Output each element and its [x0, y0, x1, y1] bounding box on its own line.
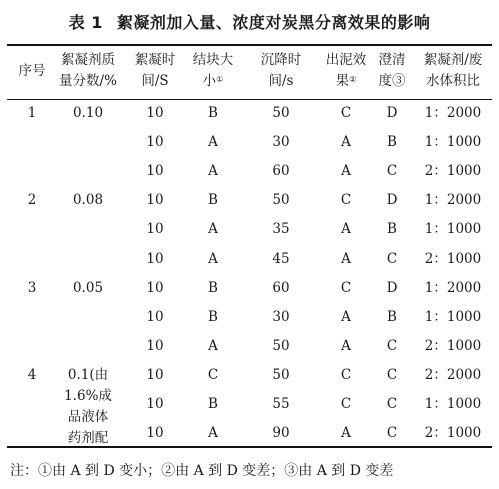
concentration-cell: 0.1(由 [67, 366, 109, 383]
table-cell: D [386, 279, 398, 296]
table-cell: C [340, 279, 352, 296]
table-cell: 1：2000 [424, 279, 482, 296]
group-index: 3 [27, 279, 37, 296]
table-cell: 2：2000 [424, 366, 482, 383]
table-cell: 1：2000 [424, 105, 482, 121]
table-cell: A [341, 425, 351, 442]
table-cell: C [386, 163, 398, 180]
table-cell: 1：1000 [424, 134, 482, 151]
table-cell: 50 [272, 192, 290, 209]
table-cell: A [341, 308, 351, 325]
table-cell: 10 [146, 337, 164, 354]
table-cell: B [208, 105, 218, 121]
table-cell: 10 [146, 308, 164, 325]
table-cell: 1：1000 [424, 221, 482, 238]
table-cell: C [386, 337, 398, 354]
column-header-line: 间/S [141, 73, 169, 89]
table-cell: C [386, 250, 398, 267]
column-header-line: 小① [202, 73, 224, 89]
column-header [372, 50, 412, 92]
column-header-line: 絮凝剂/废 [423, 52, 483, 68]
table-cell: 2：1000 [424, 163, 482, 180]
column-header [50, 50, 126, 92]
table-cell: 1：2000 [424, 192, 482, 209]
table-cell: 10 [146, 250, 164, 267]
column-header [316, 50, 376, 92]
table-cell: A [208, 425, 218, 442]
concentration-cell: 0.10 [72, 105, 104, 121]
table-caption: 絮凝剂加入量、浓度对炭黑分离效果的影响 [116, 13, 431, 32]
table-cell: 10 [146, 366, 164, 383]
group-index: 4 [27, 366, 37, 383]
header-rule [7, 99, 492, 100]
table-cell: C [340, 192, 352, 209]
table-cell: C [340, 366, 352, 383]
table-cell: 1：1000 [424, 396, 482, 412]
table-cell: 2：1000 [424, 425, 482, 442]
table-cell: B [387, 221, 397, 238]
table-cell: 50 [272, 105, 290, 121]
column-header-line: 絮凝剂质 [61, 52, 115, 68]
table-cell: 55 [272, 396, 290, 412]
table-cell: 2：1000 [424, 337, 482, 354]
column-header-line: 水体积比 [426, 73, 480, 89]
column-header-line: 结块大 [192, 52, 234, 68]
column-header-line: 澄清 [378, 52, 406, 68]
table-cell: A [208, 221, 218, 238]
concentration-cell: 0.05 [72, 279, 104, 296]
table-cell: 10 [146, 396, 164, 412]
table-cell: 30 [272, 134, 290, 151]
table-cell: A [341, 163, 351, 180]
table-cell: 2：1000 [424, 250, 482, 267]
column-header-line: 絮凝时 [134, 52, 176, 68]
table-cell: 10 [146, 163, 164, 180]
table-cell: 60 [272, 163, 290, 180]
table-cell: A [208, 337, 218, 354]
table-cell: 50 [272, 366, 290, 383]
top-rule [7, 44, 492, 46]
table-cell: A [341, 337, 351, 354]
table-cell: C [386, 425, 398, 442]
table-cell: 1：1000 [424, 308, 482, 325]
table-cell: 50 [272, 337, 290, 354]
table-cell: A [208, 250, 218, 267]
table-cell: A [208, 134, 218, 151]
concentration-cell: 品液体 [67, 408, 109, 425]
concentration-cell: 0.08 [72, 192, 104, 209]
column-header-line: 沉降时 [260, 52, 302, 68]
table-cell: A [341, 221, 351, 238]
table-cell: 60 [272, 279, 290, 296]
table-title [0, 10, 499, 33]
column-header-line: 量分数/% [59, 73, 117, 89]
table-cell: B [208, 396, 218, 412]
table-cell: 10 [146, 192, 164, 209]
column-header [249, 50, 313, 92]
column-header [410, 50, 496, 92]
table-cell: B [208, 279, 218, 296]
table-cell: C [340, 396, 352, 412]
column-header [124, 50, 186, 92]
table-cell: D [386, 105, 398, 121]
group-index: 1 [27, 105, 37, 121]
column-header-line: 间/s [268, 73, 294, 89]
table-cell: B [387, 134, 397, 151]
footnote-mark: ① [216, 75, 224, 84]
table-cell: 10 [146, 134, 164, 151]
table-cell: B [387, 308, 397, 325]
concentration-cell: 1.6%成 [64, 387, 112, 404]
table-cell: 30 [272, 308, 290, 325]
table-cell: A [341, 250, 351, 267]
table-cell: C [386, 396, 398, 412]
table-cell: A [341, 134, 351, 151]
table-cell: 10 [146, 105, 164, 121]
table-cell: C [340, 105, 352, 121]
column-header-line: 果② [335, 73, 357, 89]
table-cell: C [207, 366, 219, 383]
footnote-mark: ② [349, 75, 357, 84]
group-index: 2 [27, 192, 37, 209]
table-cell: B [208, 192, 218, 209]
table-cell: 45 [272, 250, 290, 267]
column-header-line: 出泥效 [325, 52, 367, 68]
table-cell: 10 [146, 279, 164, 296]
table-cell: 10 [146, 221, 164, 238]
table-cell: D [386, 192, 398, 209]
column-header-line: 序号 [18, 63, 46, 79]
table-cell: 35 [272, 221, 290, 238]
table-label: 表 1 [68, 13, 103, 32]
concentration-cell: 药剂配 [67, 429, 109, 446]
table-footnote: 注：①由 A 到 D 变小；②由 A 到 D 变差；③由 A 到 D 变差 [10, 463, 394, 479]
table-cell: A [208, 163, 218, 180]
table-cell: 10 [146, 425, 164, 442]
column-header-line: 度③ [378, 73, 406, 89]
table-cell: 90 [272, 425, 290, 442]
table-cell: B [208, 308, 218, 325]
table-cell: C [386, 366, 398, 383]
column-header [183, 50, 243, 92]
